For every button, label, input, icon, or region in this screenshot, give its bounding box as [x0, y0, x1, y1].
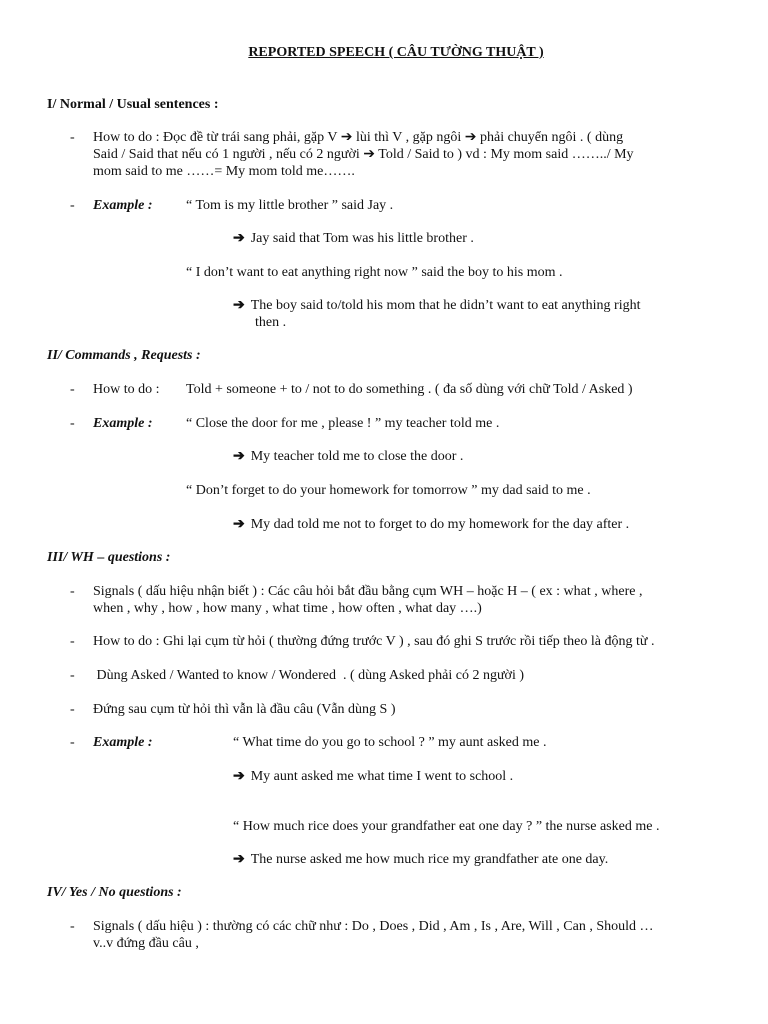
section-3-asked: Dùng Asked / Wanted to know / Wondered . ( dùng Asked phải có 2 người ): [93, 668, 524, 683]
section-3-howto: How to do : Ghi lại cụm từ hỏi ( thường đứng trước V ) , sau đó ghi S trước rồi tiếp theo là động từ .: [93, 634, 655, 649]
answer-text: My dad told me not to forget to do my homework for the day after .: [250, 517, 630, 532]
bullet-dash: -: [70, 634, 75, 649]
section-1-answer-2: [233, 297, 640, 314]
section-1-example-2: “ I don’t want to eat anything right now ” said the boy to his mom .: [186, 265, 563, 280]
section-4-signals-line-1: Signals ( dấu hiệu ) : thường có các chữ như : Do , Does , Did , Am , Is , Are, Will , Can , Should …: [93, 919, 654, 934]
section-2-heading: II/ Commands , Requests :: [47, 348, 201, 363]
arrow-right-icon: ➔: [233, 769, 245, 784]
bullet-dash: -: [70, 382, 75, 397]
section-1-heading: I/ Normal / Usual sentences :: [47, 97, 219, 112]
section-1-howto-line-2: Said / Said that nếu có 1 người , nếu có 2 người ➔ Told / Said to ) vd : My mom said ……../ My: [93, 147, 634, 162]
example-label: Example :: [93, 198, 153, 213]
section-2-howto-label: How to do :: [93, 382, 160, 397]
section-3-answer-2: [233, 851, 608, 868]
section-3-heading: III/ WH – questions :: [47, 550, 171, 565]
section-3-after: Đứng sau cụm từ hỏi thì vẫn là đầu câu (Vẫn dùng S ): [93, 702, 396, 717]
bullet-dash: -: [70, 668, 75, 683]
section-3-signals-line-2: when , why , how , how many , what time , how often , what day ….): [93, 601, 482, 616]
example-label: Example :: [93, 416, 153, 431]
page-title: REPORTED SPEECH ( CÂU TƯỜNG THUẬT ): [248, 45, 544, 60]
section-2-example-2: “ Don’t forget to do your homework for tomorrow ” my dad said to me .: [186, 483, 591, 498]
bullet-dash: -: [70, 584, 75, 599]
section-2-answer-2: [233, 516, 629, 533]
answer-text: The nurse asked me how much rice my grandfather ate one day.: [250, 852, 609, 867]
arrow-right-icon: ➔: [233, 449, 245, 464]
arrow-right-icon: ➔: [233, 852, 245, 867]
section-2-example-1: “ Close the door for me , please ! ” my teacher told me .: [186, 416, 500, 431]
section-3-answer-1: [233, 768, 513, 785]
section-3-signals-line-1: Signals ( dấu hiệu nhận biết ) : Các câu hỏi bắt đầu bằng cụm WH – hoặc H – ( ex : what , where ,: [93, 584, 643, 599]
section-3-example-1: “ What time do you go to school ? ” my aunt asked me .: [233, 735, 547, 750]
section-2-howto: Told + someone + to / not to do something . ( đa số dùng với chữ Told / Asked ): [186, 382, 633, 397]
answer-text: My aunt asked me what time I went to school .: [250, 769, 514, 784]
bullet-dash: -: [70, 735, 75, 750]
section-1-answer-1: [233, 230, 474, 247]
section-1-answer-2-line-2: then .: [255, 315, 287, 330]
bullet-dash: -: [70, 130, 75, 145]
section-3-example-2: “ How much rice does your grandfather eat one day ? ” the nurse asked me .: [233, 819, 660, 834]
arrow-right-icon: ➔: [233, 517, 245, 532]
bullet-dash: -: [70, 198, 75, 213]
arrow-right-icon: ➔: [233, 298, 245, 313]
section-1-example-1: “ Tom is my little brother ” said Jay .: [186, 198, 394, 213]
example-label: Example :: [93, 735, 153, 750]
answer-text: Jay said that Tom was his little brother .: [250, 231, 474, 246]
section-4-heading: IV/ Yes / No questions :: [47, 885, 182, 900]
section-1-howto-line-1: How to do : Đọc đề từ trái sang phải, gặp V ➔ lùi thì V , gặp ngôi ➔ phải chuyển ngôi . ( dùng: [93, 130, 624, 145]
section-1-howto-line-3: mom said to me ……= My mom told me…….: [93, 164, 355, 179]
section-4-signals-line-2: v..v đứng đầu câu ,: [93, 936, 199, 951]
answer-text: My teacher told me to close the door .: [250, 449, 464, 464]
bullet-dash: -: [70, 919, 75, 934]
arrow-right-icon: ➔: [233, 231, 245, 246]
bullet-dash: -: [70, 702, 75, 717]
answer-text-line-1: The boy said to/told his mom that he didn’t want to eat anything right: [250, 298, 641, 313]
bullet-dash: -: [70, 416, 75, 431]
section-2-answer-1: [233, 448, 463, 465]
